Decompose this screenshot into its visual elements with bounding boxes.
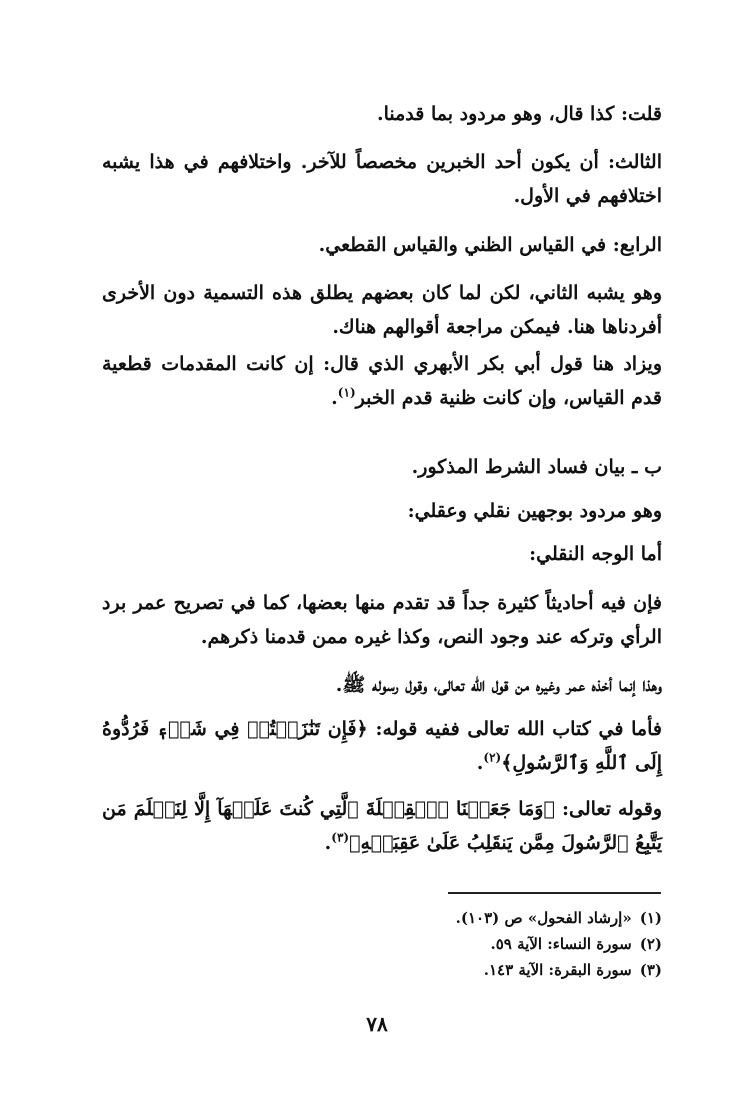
paragraph-10-text: وهذا إنما أخذه عمر وغيره من قول الله تعالى، وقول رسوله ﷺ. — [335, 674, 662, 696]
paragraph-11-end: . — [476, 752, 484, 774]
footnote-ref-2: (٢) — [483, 750, 502, 765]
paragraph-4-text: وهو يشبه الثاني، لكن لما كان بعضهم يطلق هذه التسمية دون الأخرى أفردناها هنا. فيمكن مراجعة أقوالهم هناك. — [102, 282, 662, 338]
footnote-1-text: «إرشاد الفحول» ص (١٠٣). — [455, 909, 632, 927]
quran-verse-1: ﴿فَإِن تَنَٰزَعۡتُمۡ فِي شَيۡءٖ فَرُدُّوهُ إِلَى ٱللَّهِ وَٱلرَّسُولِ﴾ — [102, 718, 662, 774]
paragraph-4 — [102, 276, 662, 344]
footnote-ref-3: (٣) — [331, 830, 350, 845]
paragraph-11-text: فأما في كتاب الله تعالى ففيه قوله: — [375, 718, 662, 740]
footnote-ref-1: (١) — [337, 385, 356, 400]
footnote-1-number: (١) — [639, 909, 662, 927]
paragraph-6-text: ب ـ بيان فساد الشرط المذكور. — [411, 456, 662, 478]
paragraph-6 — [102, 450, 662, 484]
paragraph-9-text: فإن فيه أحاديثاً كثيرة جداً قد تقدم منها بعضها، كما في تصريح عمر برد الرأي وتركه عند وجود النص، وكذا غيره ممن قدمنا ذكرهم. — [102, 592, 662, 648]
paragraph-11 — [102, 712, 662, 780]
paragraph-5-text: ويزاد هنا قول أبي بكر الأبهري الذي قال: إن كانت المقدمات قطعية قدم القياس، وإن كانت ظنية قدم الخبر — [102, 353, 662, 409]
footnote-divider — [448, 892, 661, 894]
paragraph-3 — [102, 228, 662, 262]
paragraph-5-end: . — [331, 387, 338, 409]
paragraph-7-text: وهو مردود بوجهين نقلي وعقلي: — [407, 500, 662, 522]
footnote-2-text: سورة النساء: الآية ٥٩. — [490, 935, 632, 953]
page-number: ٧٨ — [366, 1012, 388, 1036]
paragraph-2-text: أن يكون أحد الخبرين مخصصاً للآخر. واختلافهم في هذا يشبه اختلافهم في الأول. — [102, 151, 662, 207]
footnote-3 — [242, 958, 662, 982]
footnote-2 — [242, 932, 662, 956]
paragraph-8 — [102, 537, 662, 571]
footnote-1 — [242, 906, 662, 930]
footnote-3-text: سورة البقرة: الآية ١٤٣. — [483, 961, 632, 979]
paragraph-7 — [102, 494, 662, 528]
paragraph-9 — [102, 586, 662, 654]
paragraph-3-text: في القياس الظني والقياس القطعي. — [318, 234, 607, 256]
paragraph-12-end: . — [324, 832, 332, 854]
paragraph-5 — [102, 347, 662, 415]
paragraph-1-text: قلت: كذا قال، وهو مردود بما قدمنا. — [376, 103, 662, 125]
paragraph-12 — [102, 792, 662, 860]
footnote-3-number: (٣) — [639, 961, 662, 979]
paragraph-3-lead: الرابع: — [612, 234, 662, 256]
paragraph-12-text: وقوله تعالى: — [561, 798, 662, 820]
paragraph-10 — [102, 668, 662, 702]
paragraph-1 — [102, 97, 662, 131]
paragraph-2 — [102, 145, 662, 213]
quran-verse-2: ﴿وَمَا جَعَلۡنَا ٱلۡقِبۡلَةَ ٱلَّتِي كُنتَ عَلَيۡهَآ إِلَّا لِنَعۡلَمَ مَن يَتَّبِعُ ٱلرَّسُولَ مِمَّن يَنقَلِبُ عَلَىٰ عَقِبَيۡهِ﴾ — [102, 798, 662, 854]
paragraph-8-text: أما الوجه النقلي: — [529, 543, 662, 565]
footnote-2-number: (٢) — [639, 935, 662, 953]
paragraph-2-lead: الثالث: — [607, 151, 662, 173]
